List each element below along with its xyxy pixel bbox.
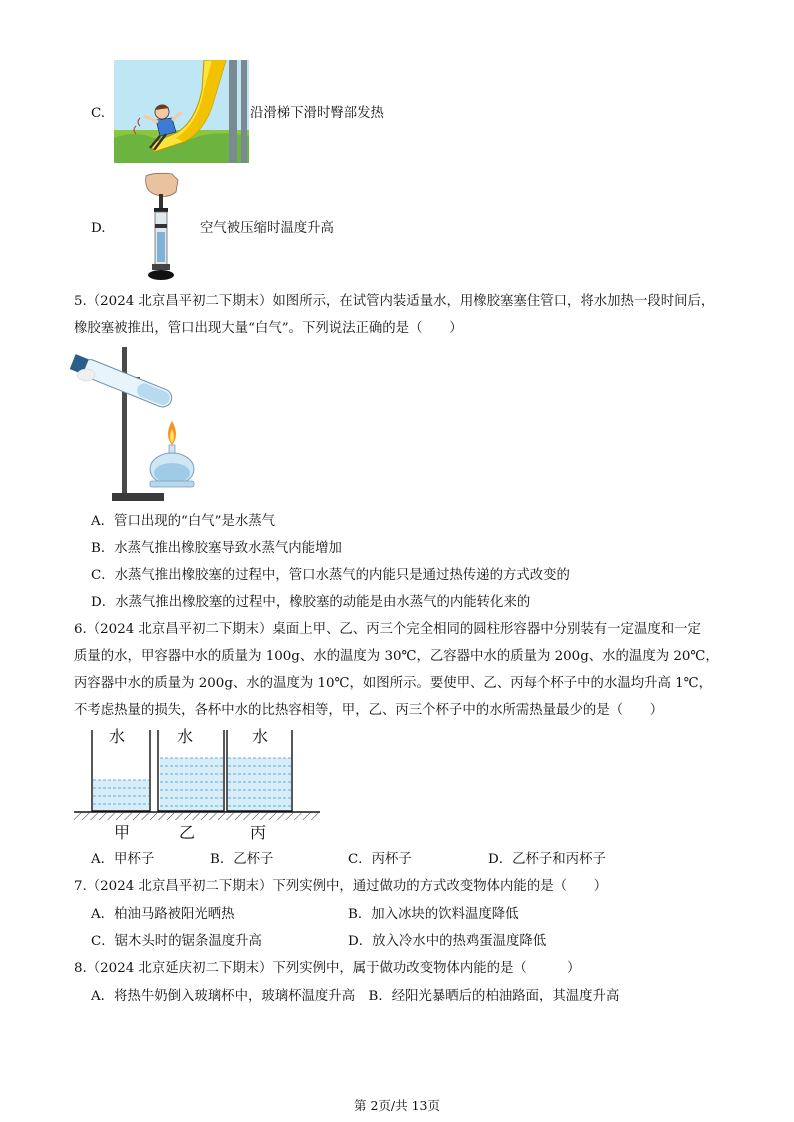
q7-option-b: B．加入冰块的饮料温度降低 <box>348 907 519 922</box>
q6-stem-line4: 不考虑热量的损失，各杯中水的比热容相等，甲，乙、丙三个杯子中的水所需热量最少的是（ ） <box>74 703 664 718</box>
q5-stem-line1: 5.（2024 北京昌平初二下期末）如图所示，在试管内装适量水，用橡胶塞塞住管口，将水加热一段时间后， <box>74 294 715 309</box>
q6-option-d: D．乙杯子和丙杯子 <box>488 852 606 867</box>
slide-image <box>114 60 249 163</box>
q6-stem-line2: 质量的水，甲容器中水的质量为 100g、水的温度为 30℃，乙容器中水的质量为 200g、水的温度为 20℃， <box>74 649 719 664</box>
air-pump-image <box>140 172 186 282</box>
three-cups-figure <box>72 728 322 846</box>
cup-label-jia: 甲 <box>114 823 131 842</box>
water-label-3: 水 <box>252 727 269 746</box>
page-footer: 第 2页/共 13页 <box>353 1098 441 1113</box>
q8-stem: 8.（2024 北京延庆初二下期末）下列实例中，属于做功改变物体内能的是（ ） <box>74 961 581 976</box>
q5-option-b: B．水蒸气推出橡胶塞导致水蒸气内能增加 <box>91 541 342 556</box>
q8-options-ab: A．将热牛奶倒入玻璃杯中，玻璃杯温度升高 B．经阳光暴晒后的柏油路面，其温度升高 <box>91 989 620 1004</box>
q6-option-a: A．甲杯子 <box>91 852 155 867</box>
q6-stem-line1: 6.（2024 北京昌平初二下期末）桌面上甲、乙、丙三个完全相同的圆柱形容器中分别装有一定温度和一定 <box>74 622 701 637</box>
q5-option-c: C．水蒸气推出橡胶塞的过程中，管口水蒸气的内能只是通过热传递的方式改变的 <box>91 568 570 583</box>
option-d-label: D. <box>91 221 106 236</box>
test-tube-heating-figure <box>68 345 198 505</box>
q5-stem-line2: 橡胶塞被推出，管口出现大量“白气”。下列说法正确的是（ ） <box>74 321 463 336</box>
option-c-text: 沿滑梯下滑时臀部发热 <box>250 106 384 121</box>
q7-option-d: D．放入冷水中的热鸡蛋温度降低 <box>348 934 547 949</box>
q5-option-d: D．水蒸气推出橡胶塞的过程中，橡胶塞的动能是由水蒸气的内能转化来的 <box>91 595 531 610</box>
q6-stem-line3: 丙容器中水的质量为 200g、水的温度为 10℃，如图所示。要使甲、乙、丙每个杯子中的水温均升高 1℃， <box>74 676 713 691</box>
cup-label-yi: 乙 <box>179 823 196 842</box>
q7-option-c: C．锯木头时的锯条温度升高 <box>91 934 262 949</box>
water-label-1: 水 <box>109 727 126 746</box>
option-d-text: 空气被压缩时温度升高 <box>200 221 334 236</box>
option-c-label: C. <box>91 106 106 121</box>
water-label-2: 水 <box>177 727 194 746</box>
q6-option-c: C．丙杯子 <box>348 852 412 867</box>
q7-stem: 7.（2024 北京昌平初二下期末）下列实例中，通过做功的方式改变物体内能的是（ ） <box>74 879 608 894</box>
cup-label-bing: 丙 <box>250 823 267 842</box>
q5-option-a: A．管口出现的“白气”是水蒸气 <box>91 514 276 529</box>
q6-option-b: B．乙杯子 <box>210 852 274 867</box>
q7-option-a: A．柏油马路被阳光晒热 <box>91 907 235 922</box>
